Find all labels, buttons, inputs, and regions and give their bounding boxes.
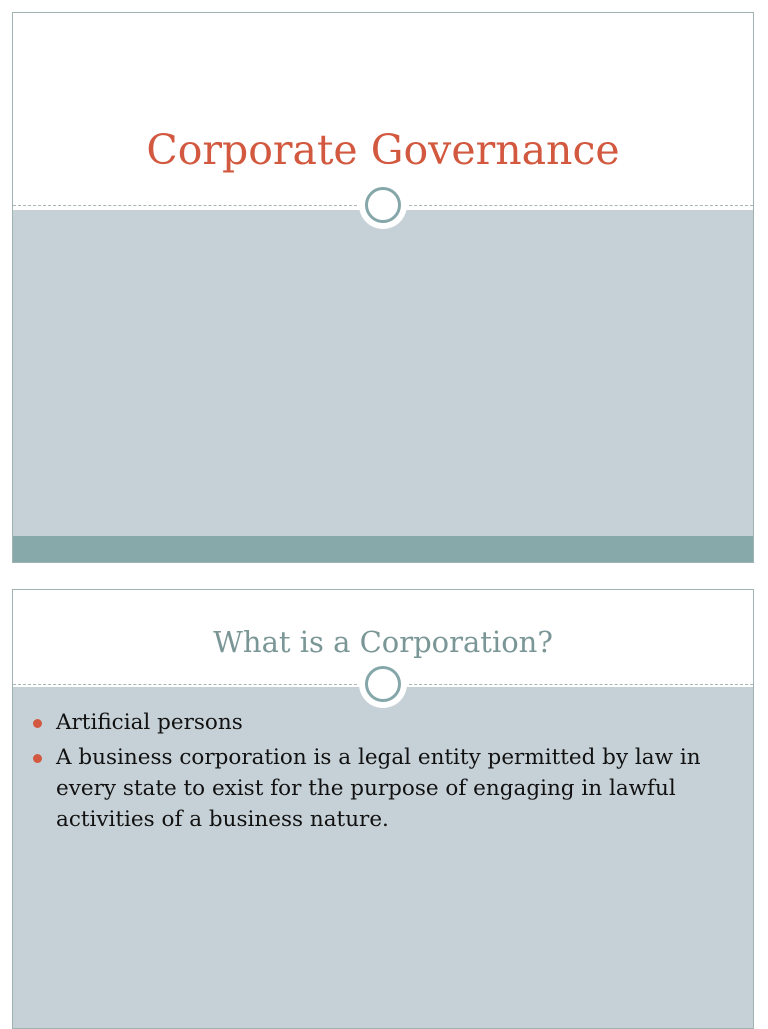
slide-what-is-corporation: [12, 589, 754, 1029]
slide-body-panel: [13, 210, 753, 537]
slide-title: [12, 12, 754, 563]
bullet-dot-icon: [33, 754, 42, 763]
bullet-dot-icon: [33, 719, 42, 728]
ring-divider-icon: [359, 181, 407, 229]
bullet-text: A business corporation is a legal entity permitted by law in every state to exist for the purpose of engaging in lawful activities of a business nature.: [56, 745, 701, 832]
ring-divider-icon: [359, 660, 407, 708]
title-area: [13, 13, 753, 206]
bullet-item: [33, 707, 723, 738]
bullet-list: [33, 707, 723, 839]
bullet-item: [33, 742, 723, 835]
slide-heading: What is a Corporation?: [213, 624, 553, 659]
slide-title-text: Corporate Governance: [146, 125, 620, 174]
footer-bar: [13, 536, 753, 562]
bullet-text: Artificial persons: [56, 710, 243, 735]
